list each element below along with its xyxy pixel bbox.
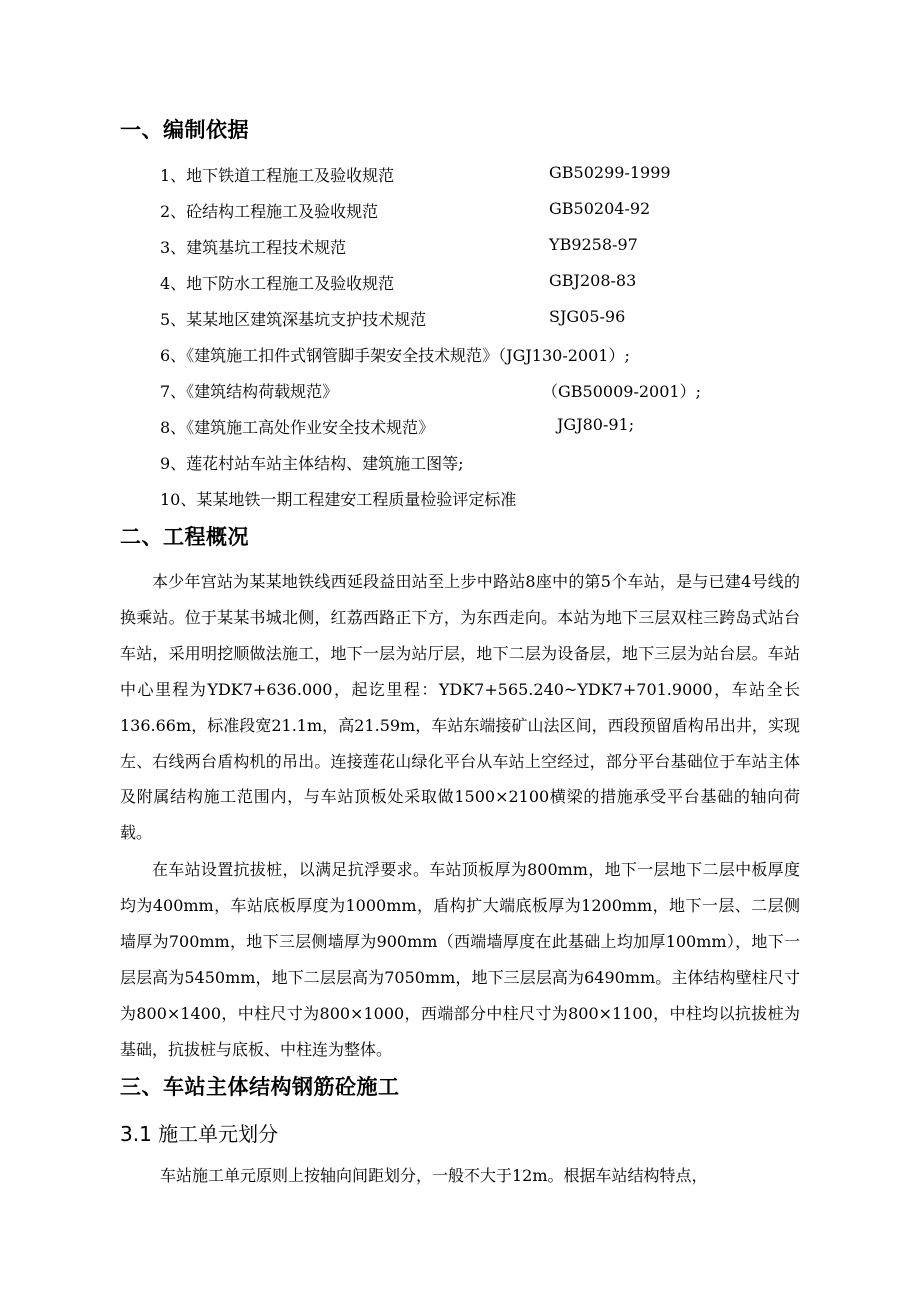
reference-item	[0, 343, 920, 373]
overview-paragraph-2: 在车站设置抗拔桩，以满足抗浮要求。车站顶板厚为800mm，地下一层地下二层中板厚度均为400mm，车站底板厚度为1000mm，盾构扩大端底板厚为1200mm，地下一层、二层侧墙厚为700mm，地下三层侧墙厚为900mm（西端墙厚度在此基础上均加厚100mm），地下一层层高为5450mm，地下二层层高为7050mm，地下三层层高为6490mm。主体结构壁柱尺寸为800×1400，中柱尺寸为800×1000，西端部分中柱尺寸为800×1100，中柱均以抗拔桩为基础，抗拔桩与底板、中柱连为整体。	[120, 860, 800, 1059]
reference-item	[0, 163, 920, 193]
reference-code: JGJ80-91;	[557, 415, 635, 434]
units-paragraph: 车站施工单元原则上按轴向间距划分，一般不大于12m。根据车站结构特点，	[160, 1166, 708, 1185]
reference-item	[0, 451, 920, 481]
reference-code: GB50299-1999	[549, 163, 671, 182]
reference-code: GBJ208-83	[549, 271, 637, 290]
reference-item	[0, 415, 920, 445]
subsection-heading-units: 3.1 施工单元划分	[120, 1122, 279, 1146]
reference-title: 2、砼结构工程施工及验收规范	[160, 202, 379, 221]
reference-title: 10、某某地铁一期工程建安工程质量检验评定标准	[160, 490, 517, 509]
reference-title: 6、《建筑施工扣件式钢管脚手架安全技术规范》（JGJ130-2001）;	[160, 346, 630, 365]
reference-title: 3、建筑基坑工程技术规范	[160, 238, 347, 257]
overview-paragraph-1: 本少年宫站为某某地铁线西延段益田站至上步中路站8座中的第5个车站，是与已建4号线的换乘站。位于某某书城北侧，红荔西路正下方，为东西走向。本站为地下三层双柱三跨岛式站台车站，采用明挖顺做法施工，地下一层为站厅层，地下二层为设备层，地下三层为站台层。车站中心里程为YDK7+636.000，起讫里程：YDK7+565.240~YDK7+701.9000，车站全长136.66m，标准段宽21.1m，高21.59m，车站东端接矿山法区间，西段预留盾构吊出井，实现左、右线两台盾构机的吊出。连接莲花山绿化平台从车站上空经过，部分平台基础位于车站主体及附属结构施工范围内，与车站顶板处采取做1500×2100横梁的措施承受平台基础的轴向荷载。	[120, 572, 800, 843]
reference-item	[0, 307, 920, 337]
reference-title: 4、地下防水工程施工及验收规范	[160, 274, 395, 293]
section-heading-structure: 三、车站主体结构钢筋砼施工	[120, 1075, 400, 1099]
reference-code: YB9258-97	[549, 235, 638, 254]
reference-title: 8、《建筑施工高处作业安全技术规范》	[160, 418, 435, 437]
reference-title: 7、《建筑结构荷载规范》	[160, 382, 339, 401]
reference-item	[0, 379, 920, 409]
reference-code: （GB50009-2001）;	[542, 382, 701, 401]
reference-item	[0, 271, 920, 301]
reference-title: 5、某某地区建筑深基坑支护技术规范	[160, 310, 427, 329]
reference-item	[0, 487, 920, 517]
reference-code: SJG05-96	[549, 307, 626, 326]
section-heading-overview: 二、工程概况	[120, 525, 249, 549]
reference-title: 1、地下铁道工程施工及验收规范	[160, 166, 395, 185]
section-heading-basis: 一、编制依据	[120, 118, 249, 142]
reference-title: 9、莲花村站车站主体结构、建筑施工图等;	[160, 454, 464, 473]
reference-item	[0, 199, 920, 229]
reference-code: GB50204-92	[549, 199, 651, 218]
reference-item	[0, 235, 920, 265]
